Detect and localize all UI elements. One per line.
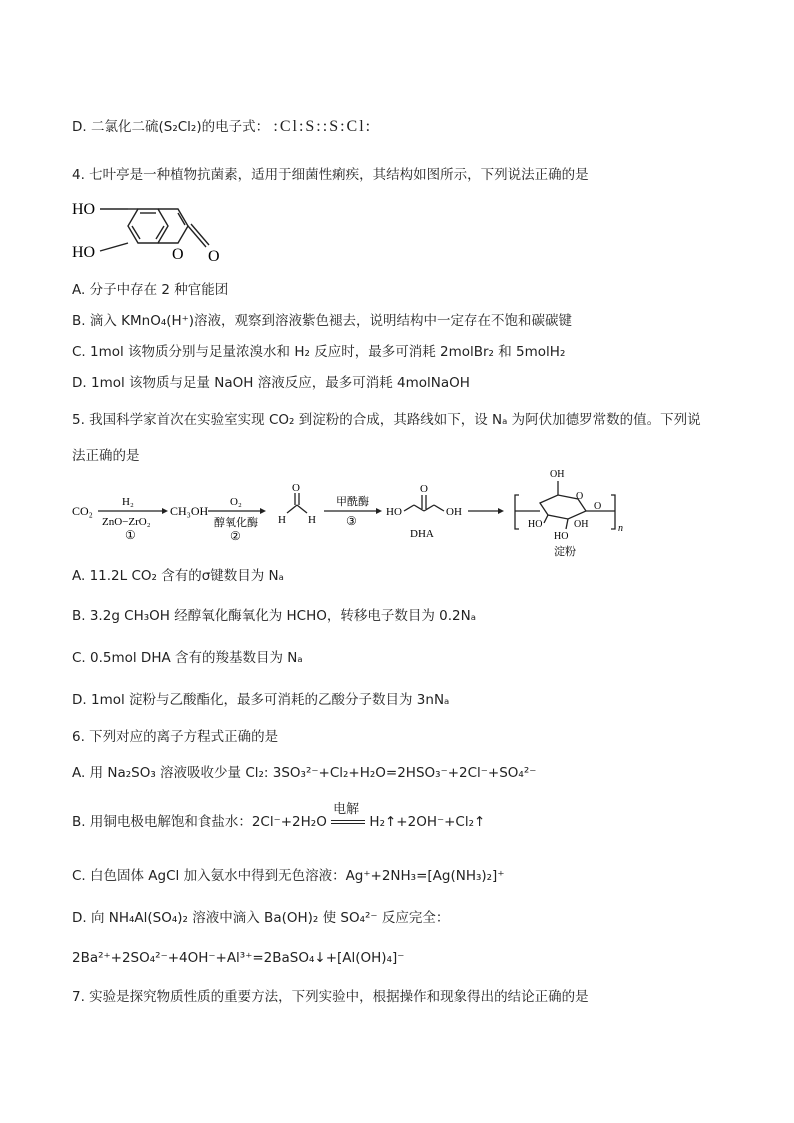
step2-reagent: O₂: [230, 496, 242, 508]
q5-option-b: B. 3.2g CH₃OH 经醇氧化酶氧化为 HCHO，转移电子数目为 0.2Nₐ: [72, 608, 477, 624]
hcho-h-right: H: [308, 514, 316, 526]
starch-label: 淀粉: [554, 546, 576, 558]
starch-n: n: [618, 523, 623, 534]
q3-option-d: [72, 117, 372, 137]
q6-option-a: A. 用 Na₂SO₃ 溶液吸收少量 Cl₂: 3SO₃²⁻+Cl₂+H₂O=2HSO₃⁻+2Cl⁻+SO₄²⁻: [72, 765, 537, 781]
ho-top-label: HO: [72, 201, 96, 218]
ring-oxygen-label: O: [172, 246, 184, 263]
q6-option-b: [72, 802, 486, 832]
electrolysis-condition: [331, 802, 365, 824]
hcho-h-left: H: [278, 514, 286, 526]
q6b-right: H₂↑+2OH⁻+Cl₂↑: [369, 814, 486, 830]
q4-option-d: D. 1mol 该物质与足量 NaOH 溶液反应，最多可消耗 4molNaOH: [72, 375, 470, 391]
hcho-oxygen: O: [292, 482, 300, 494]
q4-option-a: A. 分子中存在 2 种官能团: [72, 282, 229, 298]
q4-option-c: C. 1mol 该物质分别与足量浓溴水和 H₂ 反应时，最多可消耗 2molBr₂ 和 5molH₂: [72, 344, 566, 360]
q7-stem: 7. 实验是探究物质性质的重要方法，下列实验中，根据操作和现象得出的结论正确的是: [72, 989, 589, 1005]
q6b-left: B. 用铜电极电解饱和食盐水：2Cl⁻+2H₂O: [72, 814, 327, 830]
step3-reagent: 甲酰酶: [336, 496, 369, 508]
step2-catalyst: 醇氧化酶: [214, 517, 258, 529]
starch-link-o: O: [594, 501, 602, 512]
step1-reagent: H₂: [122, 496, 134, 508]
q6-option-c: C. 白色固体 AgCl 加入氨水中得到无色溶液：Ag⁺+2NH₃=[Ag(NH₃)₂]⁺: [72, 868, 505, 884]
starch-oh-top: OH: [550, 469, 565, 480]
q6-option-d: D. 向 NH₄Al(SO₄)₂ 溶液中滴入 Ba(OH)₂ 使 SO₄²⁻ 反应完全：: [72, 910, 450, 926]
co2-label: CO₂: [72, 504, 93, 518]
starch-ring-o: O: [576, 491, 584, 502]
s2cl2-electron-formula: :Cl:S::S:Cl:: [273, 118, 373, 135]
step3-number: ③: [346, 514, 357, 528]
esculetin-structure: [70, 195, 245, 270]
co2-to-starch-route: [70, 465, 730, 565]
step2-number: ②: [230, 529, 241, 543]
dha-carbonyl-o: O: [420, 483, 428, 495]
starch-oh-right: OH: [574, 519, 589, 530]
q6-option-d-equation: 2Ba²⁺+2SO₄²⁻+4OH⁻+Al³⁺=2BaSO₄↓+[Al(OH)₄]⁻: [72, 950, 405, 966]
starch-ho-2: HO: [554, 531, 569, 542]
dha-oh: OH: [446, 506, 462, 518]
dha-ho: HO: [386, 506, 402, 518]
starch-ho-1: HO: [528, 519, 543, 530]
step1-catalyst: ZnO−ZrO₂: [102, 516, 151, 528]
q4-option-b: B. 滴入 KMnO₄(H⁺)溶液，观察到溶液紫色褪去，说明结构中一定存在不饱和碳碳键: [72, 313, 573, 329]
q5-option-c: C. 0.5mol DHA 含有的羧基数目为 Nₐ: [72, 650, 303, 666]
q5-option-a: A. 11.2L CO₂ 含有的σ键数目为 Nₐ: [72, 568, 284, 584]
dha-label: DHA: [410, 528, 434, 540]
q3d-text: D. 二氯化二硫(S₂Cl₂)的电子式：: [72, 119, 270, 135]
step1-number: ①: [125, 528, 136, 542]
q5-stem-line2: 法正确的是: [72, 448, 140, 464]
q6-stem: 6. 下列对应的离子方程式正确的是: [72, 729, 279, 745]
carbonyl-oxygen-label: O: [208, 248, 220, 265]
q5-option-d: D. 1mol 淀粉与乙酸酯化，最多可消耗的乙酸分子数目为 3nNₐ: [72, 692, 450, 708]
ho-bottom-label: HO: [72, 244, 96, 261]
electrolysis-label: 电解: [333, 802, 360, 817]
equals-sign: [331, 820, 365, 824]
q4-stem: 4. 七叶亭是一种植物抗菌素，适用于细菌性痢疾，其结构如图所示，下列说法正确的是: [72, 167, 589, 183]
ch3oh-label: CH₃OH: [170, 504, 209, 518]
q5-stem-line1: 5. 我国科学家首次在实验室实现 CO₂ 到淀粉的合成，其路线如下，设 Nₐ 为阿伏加德罗常数的值。下列说: [72, 412, 701, 428]
